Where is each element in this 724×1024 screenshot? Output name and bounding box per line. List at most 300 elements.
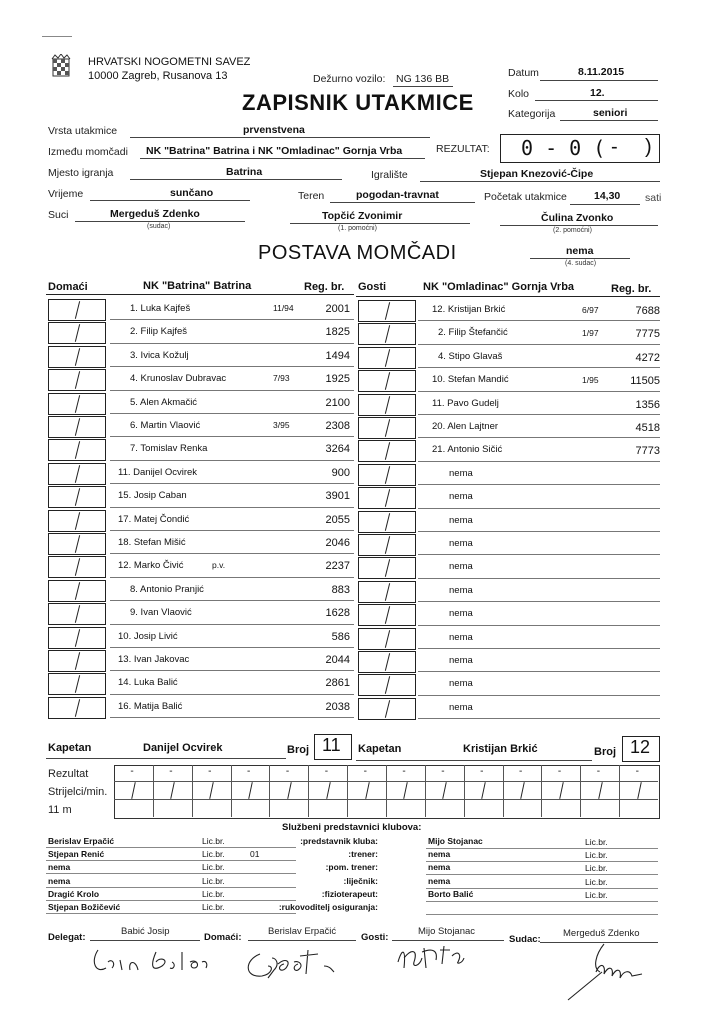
home-official-name: Stjepan Renić bbox=[48, 849, 105, 860]
home-player-name: 12. Marko Čivić bbox=[118, 560, 184, 572]
row-line bbox=[418, 601, 660, 602]
away-signature-name: Mijo Stojanac bbox=[418, 926, 476, 937]
grid-result-cell: - bbox=[519, 766, 523, 777]
away-player-mark-box bbox=[358, 511, 416, 533]
category-value: seniori bbox=[593, 107, 628, 119]
slash-mark bbox=[75, 629, 80, 647]
home-player-name: 18. Stefan Mišić bbox=[118, 537, 186, 548]
home-number-label: Broj bbox=[287, 744, 309, 756]
away-signature bbox=[388, 938, 488, 983]
home-official-lic-value: 01 bbox=[250, 849, 260, 860]
row-line bbox=[110, 366, 354, 367]
referee-fourth-role: (4. sudac) bbox=[565, 260, 597, 267]
official-row-line bbox=[46, 873, 296, 874]
between-teams-value: NK "Batrina" Batrina i NK "Omladinac" Gornja Vrba bbox=[146, 145, 403, 157]
official-row-line bbox=[46, 860, 296, 861]
home-player-reg: 2046 bbox=[325, 537, 350, 549]
official-role-label: :trener: bbox=[348, 849, 378, 860]
slash-mark bbox=[385, 677, 390, 695]
start-time-unit: sati bbox=[645, 192, 662, 204]
slash-mark bbox=[385, 700, 390, 718]
home-player-name: 6. Martin Vlaović bbox=[130, 420, 201, 431]
home-player-reg: 2100 bbox=[325, 396, 350, 409]
row-line bbox=[110, 670, 354, 671]
home-signature-name: Berislav Erpačić bbox=[268, 926, 337, 937]
slash-mark bbox=[385, 466, 390, 484]
away-player-name: nema bbox=[449, 538, 473, 549]
home-player-mark-box bbox=[48, 416, 106, 438]
row-line bbox=[110, 413, 354, 414]
duty-vehicle-value: NG 136 BB bbox=[396, 73, 450, 85]
away-player-reg: 1356 bbox=[635, 398, 660, 411]
home-signature bbox=[238, 944, 358, 989]
home-player-reg: 2308 bbox=[325, 420, 350, 432]
row-line bbox=[110, 390, 354, 391]
round-label: Kolo bbox=[508, 88, 530, 100]
away-team-name: NK "Omladinac" Gornja Vrba bbox=[423, 281, 575, 293]
home-signature-label: Domaći: bbox=[204, 932, 242, 943]
start-time-value: 14,30 bbox=[594, 190, 621, 202]
home-captain-number: 11 bbox=[322, 735, 341, 755]
referee-signature-label: Sudac: bbox=[509, 934, 541, 945]
slash-mark bbox=[385, 443, 390, 461]
away-player-mark-box bbox=[358, 628, 416, 650]
home-player-name: 15. Josip Caban bbox=[118, 490, 187, 502]
away-player-mark-box bbox=[358, 394, 416, 416]
grid-divider bbox=[464, 765, 465, 817]
away-player-name: nema bbox=[449, 655, 473, 666]
home-player-reg: 2055 bbox=[325, 513, 350, 526]
row-line bbox=[418, 554, 660, 555]
home-official-lic-label: Lic.br. bbox=[202, 836, 225, 846]
official-row-line bbox=[426, 914, 658, 915]
away-player-reg: 4272 bbox=[635, 351, 660, 364]
date-value: 8.11.2015 bbox=[578, 66, 625, 78]
row-line bbox=[110, 694, 354, 695]
away-captain-name: Kristijan Brkić bbox=[463, 743, 538, 755]
grid-result-cell: - bbox=[208, 766, 212, 777]
row-line bbox=[418, 414, 660, 415]
away-official-name: Mijo Stojanac bbox=[428, 836, 483, 846]
away-player-name: nema bbox=[449, 678, 473, 690]
official-row-line bbox=[46, 900, 296, 901]
row-line bbox=[110, 483, 354, 484]
row-line bbox=[418, 578, 660, 579]
away-captain-number: 12 bbox=[630, 737, 651, 757]
home-player-name: 7. Tomislav Renka bbox=[130, 443, 208, 455]
home-official-lic-label: Lic.br. bbox=[202, 875, 225, 886]
referee-assistant-1-role: (1. pomoćni) bbox=[338, 225, 377, 232]
away-signature-label: Gosti: bbox=[361, 932, 389, 943]
slash-mark bbox=[75, 512, 80, 530]
terrain-label: Teren bbox=[298, 190, 325, 202]
home-player-mark-box bbox=[48, 346, 106, 368]
row-line bbox=[418, 320, 660, 321]
away-official-name: nema bbox=[428, 862, 451, 873]
home-player-reg: 2861 bbox=[325, 677, 350, 690]
org-address: 10000 Zagreb, Rusanova 13 bbox=[88, 70, 228, 82]
home-player-mark-box bbox=[48, 603, 106, 625]
away-player-mark-box bbox=[358, 300, 416, 322]
org-name: HRVATSKI NOGOMETNI SAVEZ bbox=[88, 56, 251, 68]
home-player-mark-box bbox=[48, 697, 106, 719]
slash-mark bbox=[385, 419, 390, 437]
home-player-mark-box bbox=[48, 439, 106, 461]
slash-mark bbox=[385, 630, 390, 648]
slash-mark bbox=[75, 582, 80, 600]
pitch-value: Stjepan Knezović-Čipe bbox=[480, 168, 594, 180]
slash-mark bbox=[75, 442, 80, 460]
slash-mark bbox=[75, 488, 80, 506]
home-player-note: 7/93 bbox=[273, 373, 290, 384]
away-player-mark-box bbox=[358, 370, 416, 392]
home-official-name: nema bbox=[48, 875, 71, 886]
home-player-name: 14. Luka Balić bbox=[118, 677, 178, 689]
match-type-value: prvenstvena bbox=[243, 124, 305, 136]
place-value: Batrina bbox=[226, 166, 263, 178]
home-official-name: Berislav Erpačić bbox=[48, 836, 115, 846]
away-player-name: 21. Antonio Sičić bbox=[432, 444, 503, 456]
grid-result-cell: - bbox=[402, 766, 406, 777]
away-player-name: nema bbox=[449, 491, 473, 503]
delegate-label: Delegat: bbox=[48, 932, 86, 943]
away-player-mark-box bbox=[358, 698, 416, 720]
official-row-line bbox=[426, 848, 658, 849]
referee-main: Mergeduš Zdenko bbox=[110, 208, 200, 220]
away-player-name: 20. Alen Lajtner bbox=[432, 421, 499, 432]
home-player-mark-box bbox=[48, 510, 106, 532]
grid-result-label: Rezultat bbox=[48, 768, 89, 780]
home-player-mark-box bbox=[48, 650, 106, 672]
home-player-name: 4. Krunoslav Dubravac bbox=[130, 373, 227, 385]
row-line bbox=[110, 577, 354, 578]
slash-mark bbox=[75, 535, 80, 553]
referee-signature bbox=[564, 942, 674, 1007]
home-player-name: 2. Filip Kajfeš bbox=[130, 326, 188, 338]
start-time-label: Početak utakmice bbox=[484, 191, 567, 203]
row-line bbox=[418, 625, 660, 626]
official-role-label: :liječnik: bbox=[343, 875, 378, 886]
referees-label: Suci bbox=[48, 209, 69, 221]
away-reg-header: Reg. br. bbox=[611, 283, 652, 295]
row-line bbox=[110, 436, 354, 437]
official-role-label: :rukovoditelj osiguranja: bbox=[278, 902, 378, 912]
home-player-reg: 1494 bbox=[325, 349, 350, 362]
grid-divider bbox=[619, 765, 620, 817]
official-row-line bbox=[426, 901, 658, 902]
away-captain-label: Kapetan bbox=[358, 743, 402, 755]
slash-mark bbox=[385, 653, 390, 671]
home-player-mark-box bbox=[48, 369, 106, 391]
away-player-name: 11. Pavo Gudelj bbox=[432, 397, 499, 409]
slash-mark bbox=[385, 302, 390, 320]
grid-divider bbox=[231, 765, 232, 817]
row-line bbox=[418, 531, 660, 532]
referee-fourth: nema bbox=[566, 245, 594, 257]
slash-mark bbox=[385, 606, 390, 624]
grid-penalty-label: 11 m bbox=[48, 804, 72, 816]
grid-result-cell: - bbox=[285, 766, 290, 777]
away-player-reg: 7775 bbox=[635, 328, 660, 341]
away-player-name: nema bbox=[449, 631, 473, 643]
home-player-name: 17. Matej Čondić bbox=[118, 513, 190, 525]
home-official-lic-label: Lic.br. bbox=[202, 902, 225, 912]
grid-row-line bbox=[114, 799, 658, 800]
home-player-mark-box bbox=[48, 627, 106, 649]
slash-mark bbox=[385, 326, 390, 344]
home-player-name: 10. Josip Livić bbox=[118, 630, 178, 642]
row-line bbox=[110, 624, 354, 625]
match-type-label: Vrsta utakmice bbox=[48, 125, 118, 137]
grid-result-cell: - bbox=[441, 766, 445, 777]
home-player-name: 8. Antonio Pranjić bbox=[130, 583, 204, 595]
away-player-name: 2. Filip Štefančić bbox=[438, 327, 508, 339]
home-player-name: 3. Ivica Kožulj bbox=[130, 349, 189, 361]
row-line bbox=[418, 718, 660, 719]
home-official-name: nema bbox=[48, 862, 71, 873]
home-captain-label: Kapetan bbox=[48, 742, 92, 754]
home-player-mark-box bbox=[48, 322, 106, 344]
grid-result-cell: - bbox=[596, 766, 601, 777]
weather-value: sunčano bbox=[170, 187, 214, 199]
result-close: ) bbox=[645, 136, 652, 158]
away-player-name: 12. Kristijan Brkić bbox=[432, 304, 506, 315]
home-player-mark-box bbox=[48, 299, 106, 321]
delegate-name: Babić Josip bbox=[121, 926, 170, 937]
home-player-reg: 2044 bbox=[325, 654, 350, 666]
away-player-name: 10. Stefan Mandić bbox=[432, 374, 509, 386]
slash-mark bbox=[75, 301, 80, 319]
away-player-name: nema bbox=[449, 701, 473, 713]
slash-mark bbox=[385, 513, 390, 531]
away-official-name: nema bbox=[428, 849, 451, 860]
home-player-reg: 3264 bbox=[325, 443, 350, 456]
home-player-reg: 3901 bbox=[325, 490, 350, 503]
slash-mark bbox=[75, 559, 80, 577]
home-captain-name: Danijel Ocvirek bbox=[143, 742, 223, 754]
away-official-lic-label: Lic.br. bbox=[585, 863, 608, 874]
away-player-mark-box bbox=[358, 651, 416, 673]
grid-divider bbox=[269, 765, 270, 817]
slash-mark bbox=[385, 536, 390, 554]
date-label: Datum bbox=[508, 67, 539, 79]
federation-logo bbox=[50, 54, 72, 80]
round-value: 12. bbox=[590, 87, 605, 99]
home-player-reg: 1628 bbox=[325, 607, 350, 620]
away-player-mark-box bbox=[358, 347, 416, 369]
home-player-reg: 1825 bbox=[325, 326, 350, 339]
row-line bbox=[110, 717, 354, 718]
home-player-mark-box bbox=[48, 533, 106, 555]
home-player-mark-box bbox=[48, 393, 106, 415]
result-value: 0 - 0 ( bbox=[521, 136, 606, 160]
away-official-lic-label: Lic.br. bbox=[585, 889, 608, 900]
slash-mark bbox=[385, 560, 390, 578]
slash-mark bbox=[75, 699, 80, 717]
grid-divider bbox=[541, 765, 542, 817]
grid-result-cell: - bbox=[363, 766, 367, 777]
slash-mark bbox=[75, 325, 80, 343]
slash-mark bbox=[385, 372, 390, 390]
row-line bbox=[418, 671, 660, 672]
row-line bbox=[110, 647, 354, 648]
home-official-name: Dragić Krolo bbox=[48, 888, 100, 899]
referee-assistant-2: Čulina Zvonko bbox=[541, 212, 614, 224]
slash-mark bbox=[385, 489, 390, 507]
away-player-name: nema bbox=[449, 467, 473, 479]
grid-scorers-label: Strijelci/min. bbox=[48, 786, 108, 798]
score-grid bbox=[114, 765, 660, 819]
document-title: ZAPISNIK UTAKMICE bbox=[242, 90, 474, 115]
away-player-name: 4. Stipo Glavaš bbox=[438, 350, 503, 362]
row-line bbox=[110, 553, 354, 554]
grid-divider bbox=[347, 765, 348, 817]
grid-divider bbox=[386, 765, 387, 817]
home-player-note: p.v. bbox=[212, 560, 226, 571]
pitch-label: Igralište bbox=[371, 169, 408, 181]
home-player-reg: 2237 bbox=[325, 560, 350, 573]
row-line bbox=[418, 437, 660, 438]
row-line bbox=[418, 391, 660, 392]
away-player-name: nema bbox=[449, 608, 473, 620]
grid-row-line bbox=[114, 781, 658, 782]
away-player-mark-box bbox=[358, 487, 416, 509]
home-player-name: 9. Ivan Vlaović bbox=[130, 607, 192, 619]
away-official-lic-label: Lic.br. bbox=[585, 876, 608, 887]
away-official-name: Borto Balić bbox=[428, 888, 474, 899]
home-player-mark-box bbox=[48, 486, 106, 508]
slash-mark bbox=[385, 583, 390, 601]
home-player-reg: 883 bbox=[331, 583, 350, 596]
away-official-name: nema bbox=[428, 875, 451, 886]
away-player-mark-box bbox=[358, 464, 416, 486]
terrain-value: pogodan-travnat bbox=[356, 189, 439, 201]
away-player-mark-box bbox=[358, 581, 416, 603]
referee-main-role: (sudac) bbox=[147, 223, 171, 230]
away-player-name: nema bbox=[449, 561, 473, 573]
row-line bbox=[418, 695, 660, 696]
slash-mark bbox=[75, 395, 80, 413]
home-player-note: 11/94 bbox=[273, 303, 294, 313]
away-official-lic-label: Lic.br. bbox=[585, 850, 608, 861]
lineup-title: POSTAVA MOMČADI bbox=[258, 242, 457, 264]
home-official-name: Stjepan Božičević bbox=[48, 902, 121, 912]
home-player-reg: 1925 bbox=[325, 373, 350, 386]
slash-mark bbox=[75, 465, 80, 483]
home-player-reg: 2001 bbox=[325, 303, 350, 315]
home-player-reg: 2038 bbox=[325, 700, 350, 713]
home-label: Domaći bbox=[48, 281, 88, 293]
home-player-note: 3/95 bbox=[273, 420, 290, 430]
away-player-mark-box bbox=[358, 534, 416, 556]
away-player-mark-box bbox=[358, 604, 416, 626]
away-player-mark-box bbox=[358, 674, 416, 696]
row-line bbox=[110, 343, 354, 344]
grid-divider bbox=[580, 765, 581, 817]
away-player-reg: 7773 bbox=[635, 445, 660, 458]
grid-divider bbox=[503, 765, 504, 817]
row-line bbox=[418, 344, 660, 345]
home-player-name: 13. Ivan Jakovac bbox=[118, 654, 190, 665]
grid-result-cell: - bbox=[130, 766, 134, 777]
place-label: Mjesto igranja bbox=[48, 167, 114, 179]
referee-assistant-2-role: (2. pomoćni) bbox=[553, 227, 592, 234]
away-player-reg: 11505 bbox=[630, 375, 660, 388]
slash-mark bbox=[385, 349, 390, 367]
away-player-mark-box bbox=[358, 557, 416, 579]
row-line bbox=[110, 530, 354, 531]
home-player-mark-box bbox=[48, 673, 106, 695]
away-player-mark-box bbox=[358, 417, 416, 439]
official-row-line bbox=[46, 913, 296, 914]
officials-heading: Službeni predstavnici klubova: bbox=[282, 822, 422, 833]
away-player-note: 1/97 bbox=[582, 328, 599, 339]
slash-mark bbox=[75, 652, 80, 670]
home-player-mark-box bbox=[48, 580, 106, 602]
row-line bbox=[110, 600, 354, 601]
grid-divider bbox=[192, 765, 193, 817]
away-player-reg: 7688 bbox=[635, 305, 660, 317]
grid-divider bbox=[308, 765, 309, 817]
official-role-label: :pom. trener: bbox=[325, 862, 378, 873]
home-official-lic-label: Lic.br. bbox=[202, 862, 225, 873]
away-player-note: 1/95 bbox=[582, 375, 599, 386]
away-player-mark-box bbox=[358, 440, 416, 462]
official-role-label: :fizioterapeut: bbox=[321, 888, 378, 899]
delegate-signature bbox=[86, 944, 216, 985]
home-player-name: 1. Luka Kajfeš bbox=[130, 303, 191, 314]
away-player-reg: 4518 bbox=[635, 422, 660, 434]
home-player-name: 11. Danijel Ocvirek bbox=[118, 466, 198, 478]
official-role-label: :predstavnik kluba: bbox=[300, 836, 378, 846]
home-team-name: NK "Batrina" Batrina bbox=[143, 280, 252, 292]
grid-divider bbox=[425, 765, 426, 817]
grid-result-cell: - bbox=[635, 766, 639, 777]
result-halftime: - bbox=[611, 136, 618, 158]
row-line bbox=[110, 460, 354, 461]
row-line bbox=[418, 508, 660, 509]
slash-mark bbox=[75, 418, 80, 436]
corner-mark bbox=[42, 36, 72, 37]
slash-mark bbox=[75, 676, 80, 694]
away-number-label: Broj bbox=[594, 746, 616, 758]
referee-signature-name: Mergeduš Zdenko bbox=[563, 928, 640, 939]
away-player-mark-box bbox=[358, 323, 416, 345]
row-line bbox=[418, 484, 660, 485]
grid-divider bbox=[153, 765, 154, 817]
row-line bbox=[418, 461, 660, 462]
slash-mark bbox=[75, 371, 80, 389]
home-official-lic-label: Lic.br. bbox=[202, 888, 225, 899]
grid-result-cell: - bbox=[324, 766, 329, 777]
between-teams-label: Između momčadi bbox=[48, 146, 128, 158]
home-reg-header: Reg. br. bbox=[304, 281, 345, 293]
row-line bbox=[110, 507, 354, 508]
away-label: Gosti bbox=[358, 281, 387, 293]
duty-vehicle-label: Dežurno vozilo: bbox=[313, 73, 386, 85]
official-row-line bbox=[46, 847, 296, 848]
grid-result-cell: - bbox=[480, 766, 484, 777]
away-player-note: 6/97 bbox=[582, 305, 599, 315]
slash-mark bbox=[75, 348, 80, 366]
home-player-mark-box bbox=[48, 463, 106, 485]
away-player-name: nema bbox=[449, 514, 473, 526]
row-line bbox=[418, 367, 660, 368]
away-player-name: nema bbox=[449, 584, 473, 596]
slash-mark bbox=[385, 396, 390, 414]
referee-assistant-1: Topčić Zvonimir bbox=[322, 210, 403, 222]
official-row-line bbox=[426, 861, 658, 862]
